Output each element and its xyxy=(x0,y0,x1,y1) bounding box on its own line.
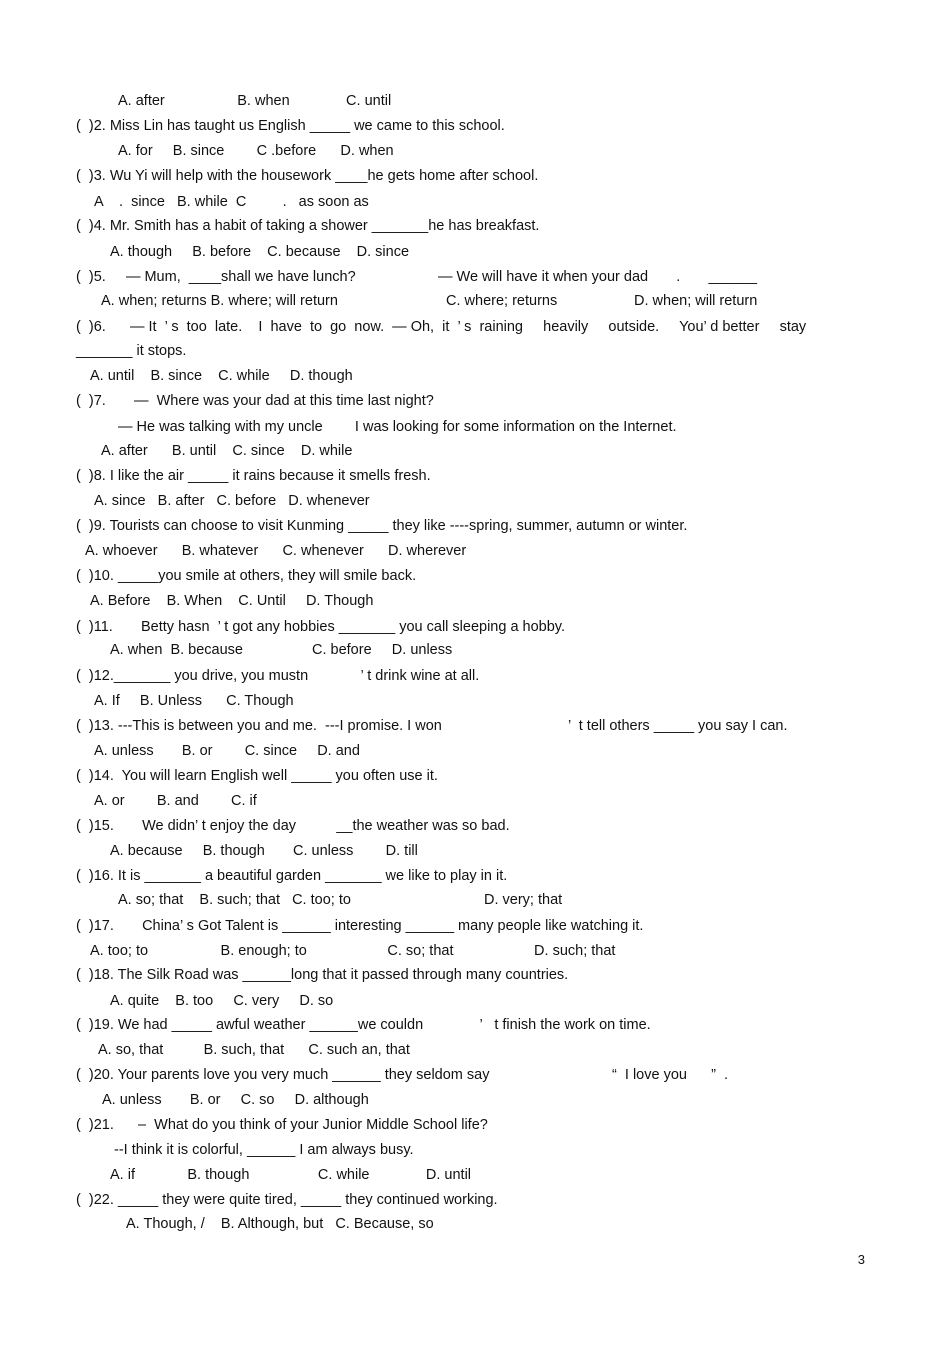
q5-option-ab: A. when; returns B. where; will return xyxy=(101,293,338,309)
q3-question: ( )3. Wu Yi will help with the housework ____he gets home after school. xyxy=(76,168,539,184)
q9-options: A. whoever B. whatever C. whenever D. wherever xyxy=(85,543,467,559)
q20-question: ( )20. Your parents love you very much ______ they seldom say xyxy=(76,1067,490,1083)
q22-options: A. Though, / B. Although, but C. Because, so xyxy=(126,1216,434,1232)
q11-option-cd: C. before D. unless xyxy=(312,642,453,658)
q10-question: ( )10. _____you smile at others, they will smile back. xyxy=(76,568,417,584)
q20-quote: “ I love you ” . xyxy=(612,1067,729,1083)
q2-question: ( )2. Miss Lin has taught us English _____ we came to this school. xyxy=(76,118,505,134)
q16-option-abc: A. so; that B. such; that C. too; to xyxy=(118,892,351,908)
q7-reply: — He was talking with my uncle I was looking for some information on the Internet. xyxy=(118,419,677,435)
q4-options: A. though B. before C. because D. since xyxy=(110,244,410,260)
q5-question: ( )5. — Mum, ____shall we have lunch? xyxy=(76,269,356,285)
page-number: 3 xyxy=(857,1252,865,1267)
q6-options: A. until B. since C. while D. though xyxy=(90,368,353,384)
q1-options: A. after B. when C. until xyxy=(118,93,392,109)
q13-question: ( )13. ---This is between you and me. ---I promise. I won xyxy=(76,718,442,734)
q5-answer-line: — We will have it when your dad . ______ xyxy=(438,269,757,285)
q19-options: A. so, that B. such, that C. such an, that xyxy=(98,1042,410,1058)
q20-options: A. unless B. or C. so D. although xyxy=(102,1092,369,1108)
q7-options: A. after B. until C. since D. while xyxy=(101,443,353,459)
q19-question: ( )19. We had _____ awful weather ______we couldn ’ t finish the work on time. xyxy=(76,1017,651,1033)
q12-question: ( )12._______ you drive, you mustn ’ t drink wine at all. xyxy=(76,668,480,684)
q5-option-c: C. where; returns xyxy=(446,293,558,309)
q14-options: A. or B. and C. if xyxy=(94,793,257,809)
q10-options: A. Before B. When C. Until D. Though xyxy=(90,593,374,609)
q8-question: ( )8. I like the air _____ it rains because it smells fresh. xyxy=(76,468,431,484)
q16-option-d: D. very; that xyxy=(484,892,563,908)
q15-question: ( )15. We didn’ t enjoy the day __the weather was so bad. xyxy=(76,818,510,834)
q11-option-ab: A. when B. because xyxy=(110,642,243,658)
q17-question: ( )17. China’ s Got Talent is ______ interesting ______ many people like watching it. xyxy=(76,918,644,934)
q5-option-d: D. when; will return xyxy=(634,293,758,309)
q4-question: ( )4. Mr. Smith has a habit of taking a shower _______he has breakfast. xyxy=(76,218,540,234)
q18-question: ( )18. The Silk Road was ______long that it passed through many countries. xyxy=(76,967,569,983)
q6-continuation: _______ it stops. xyxy=(76,343,187,359)
q13-options: A. unless B. or C. since D. and xyxy=(94,743,360,759)
q21-reply: --I think it is colorful, ______ I am always busy. xyxy=(114,1142,414,1158)
q7-question: ( )7. — Where was your dad at this time last night? xyxy=(76,393,434,409)
q16-question: ( )16. It is _______ a beautiful garden _______ we like to play in it. xyxy=(76,868,508,884)
q6-question: ( )6. — It ’ s too late. I have to go now. — Oh, it ’ s raining heavily outside. You’ d better stay xyxy=(76,319,807,335)
q13-question-end: ’ t tell others _____ you say I can. xyxy=(568,718,788,734)
q18-options: A. quite B. too C. very D. so xyxy=(110,993,334,1009)
q3-options: A . since B. while C . as soon as xyxy=(94,194,369,210)
q12-options: A. If B. Unless C. Though xyxy=(94,693,294,709)
q9-question: ( )9. Tourists can choose to visit Kunming _____ they like ----spring, summer, autumn or winter. xyxy=(76,518,688,534)
q21-question: ( )21. – What do you think of your Junior Middle School life? xyxy=(76,1117,488,1133)
q15-options: A. because B. though C. unless D. till xyxy=(110,843,418,859)
q2-options: A. for B. since C .before D. when xyxy=(118,143,394,159)
q8-options: A. since B. after C. before D. whenever xyxy=(94,493,370,509)
q14-question: ( )14. You will learn English well _____ you often use it. xyxy=(76,768,438,784)
q21-options: A. if B. though C. while D. until xyxy=(110,1167,472,1183)
q22-question: ( )22. _____ they were quite tired, _____ they continued working. xyxy=(76,1192,498,1208)
q11-question: ( )11. Betty hasn ’ t got any hobbies _______ you call sleeping a hobby. xyxy=(76,619,566,635)
q17-options: A. too; to B. enough; to C. so; that D. such; that xyxy=(90,943,616,959)
